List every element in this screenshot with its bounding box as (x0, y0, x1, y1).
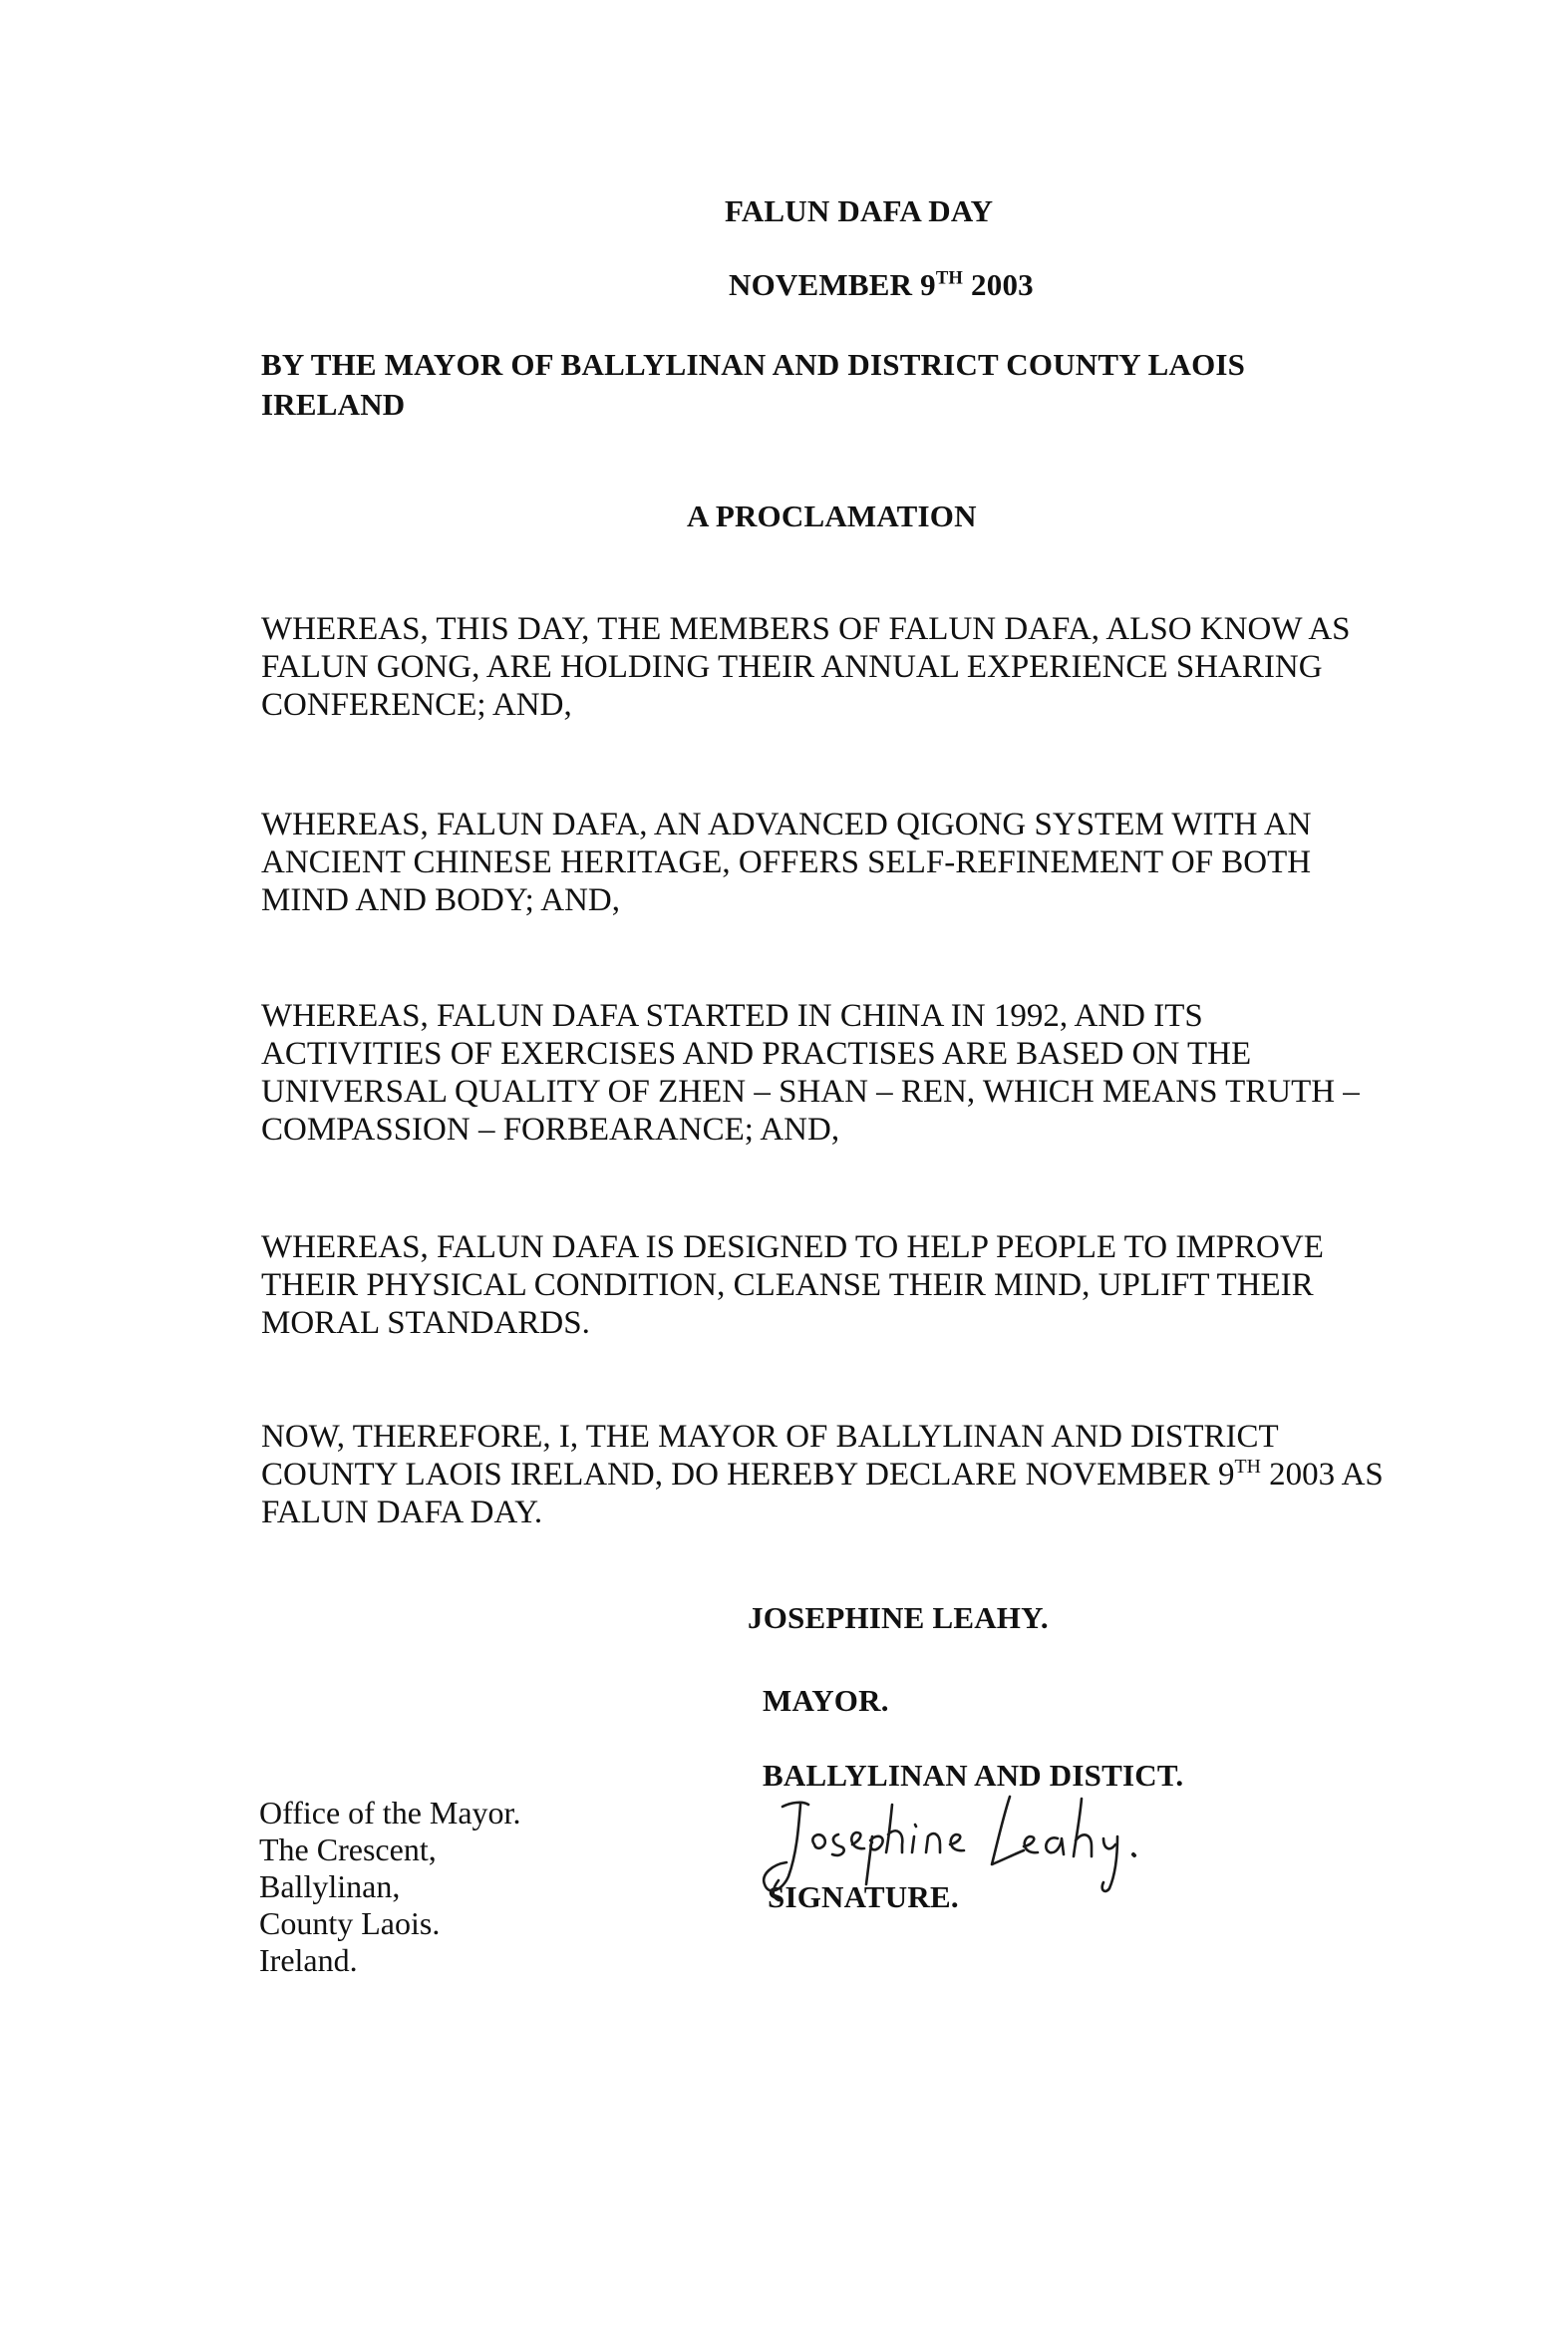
proclamation-date (729, 267, 1034, 303)
whereas-paragraph-3 (261, 997, 1417, 1149)
by-line-2: IRELAND (261, 387, 406, 422)
date-text: NOVEMBER 9 (729, 267, 936, 302)
paragraph-line: THEIR PHYSICAL CONDITION, CLEANSE THEIR MIND, UPLIFT THEIR (261, 1267, 1314, 1303)
paragraph-line: MORAL STANDARDS. (261, 1305, 590, 1341)
address-line: Ballylinan, (259, 1868, 401, 1904)
address-line: The Crescent, (259, 1832, 437, 1867)
declaration-date-ordinal: TH (1234, 1456, 1261, 1478)
mayor-district: BALLYLINAN AND DISTICT. (763, 1758, 1184, 1793)
whereas-paragraph-4 (261, 1228, 1417, 1342)
address-line: Office of the Mayor. (259, 1795, 521, 1831)
date-year: 2003 (963, 267, 1034, 302)
paragraph-line: ACTIVITIES OF EXERCISES AND PRACTISES ARE BASED ON THE (261, 1036, 1252, 1072)
signature-label: SIGNATURE. (768, 1879, 959, 1914)
mayor-office-address (259, 1795, 520, 1979)
paragraph-line: FALUN GONG, ARE HOLDING THEIR ANNUAL EXPERIENCE SHARING (261, 649, 1323, 685)
whereas-paragraph-1 (261, 610, 1417, 724)
paragraph-line: WHEREAS, THIS DAY, THE MEMBERS OF FALUN DAFA, ALSO KNOW AS (261, 611, 1351, 647)
paragraph-line: ANCIENT CHINESE HERITAGE, OFFERS SELF-REFINEMENT OF BOTH (261, 844, 1312, 880)
declaration-line-2 (261, 1456, 1417, 1494)
date-ordinal: TH (935, 267, 964, 289)
paragraph-line: WHEREAS, FALUN DAFA STARTED IN CHINA IN 1992, AND ITS (261, 998, 1203, 1034)
paragraph-line: WHEREAS, FALUN DAFA, AN ADVANCED QIGONG SYSTEM WITH AN (261, 807, 1312, 842)
mayor-title: MAYOR. (763, 1683, 889, 1718)
declaration-paragraph (261, 1418, 1417, 1531)
declaration-line-1: NOW, THEREFORE, I, THE MAYOR OF BALLYLINAN AND DISTRICT (261, 1419, 1279, 1455)
paragraph-line: CONFERENCE; AND, (261, 687, 572, 723)
document-title: FALUN DAFA DAY (725, 193, 994, 228)
address-line: Ireland. (259, 1942, 358, 1978)
mayor-name: JOSEPHINE LEAHY. (748, 1600, 1049, 1635)
address-line: County Laois. (259, 1905, 441, 1941)
paragraph-line: UNIVERSAL QUALITY OF ZHEN – SHAN – REN, WHICH MEANS TRUTH – (261, 1074, 1360, 1110)
proclamation-heading: A PROCLAMATION (687, 499, 977, 533)
declaration-line-3: FALUN DAFA DAY. (261, 1495, 543, 1530)
declaration-date-text: COUNTY LAOIS IRELAND, DO HEREBY DECLARE NOVEMBER 9 (261, 1457, 1235, 1493)
paragraph-line: COMPASSION – FORBEARANCE; AND, (261, 1112, 840, 1148)
paragraph-line: WHEREAS, FALUN DAFA IS DESIGNED TO HELP PEOPLE TO IMPROVE (261, 1229, 1324, 1265)
declaration-date-year: 2003 AS (1260, 1457, 1384, 1493)
paragraph-line: MIND AND BODY; AND, (261, 882, 620, 918)
handwritten-signature (743, 1785, 1201, 1904)
by-line-1: BY THE MAYOR OF BALLYLINAN AND DISTRICT COUNTY LAOIS (261, 347, 1246, 382)
whereas-paragraph-2 (261, 806, 1417, 919)
